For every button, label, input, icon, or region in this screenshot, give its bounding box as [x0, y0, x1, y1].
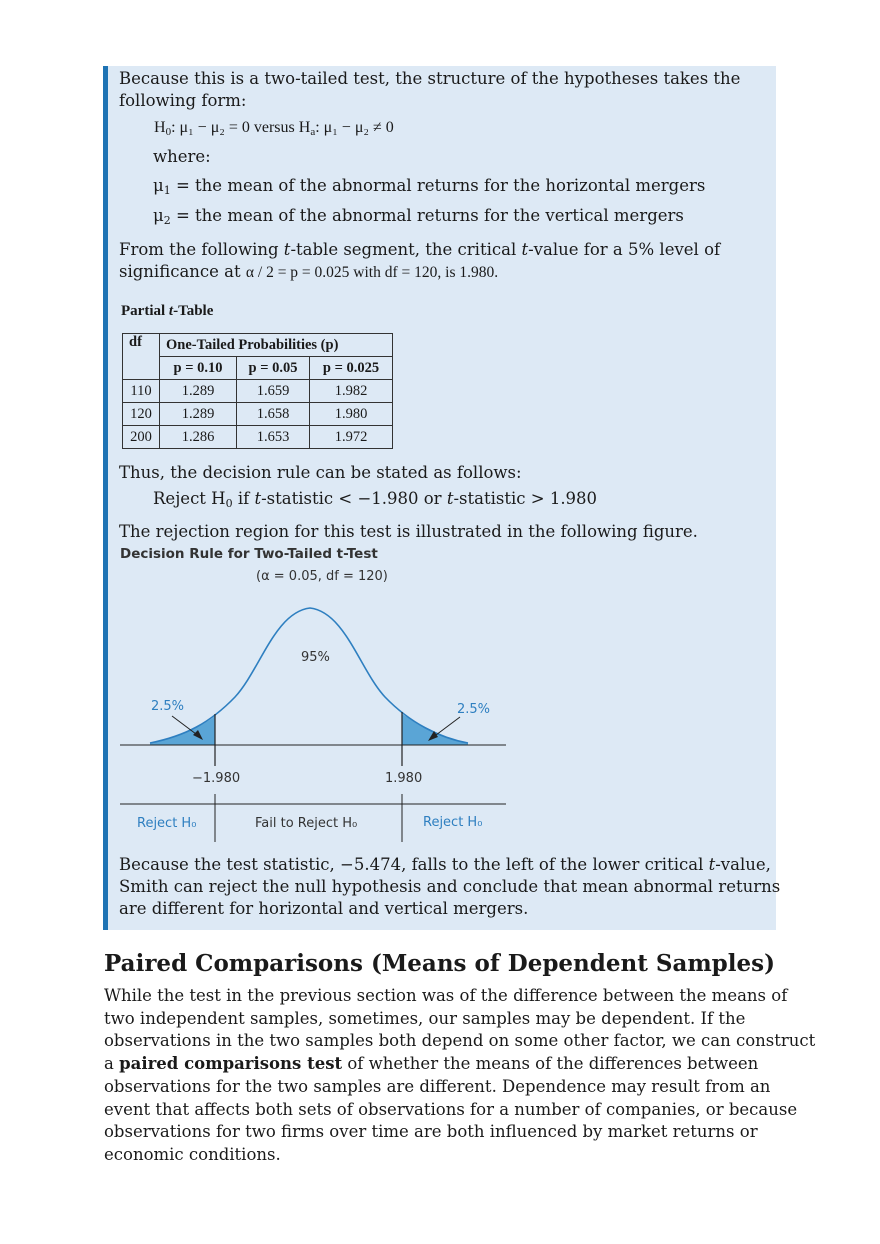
- figure-subtitle: (α = 0.05, df = 120): [256, 569, 388, 584]
- right-region-label: Reject H₀: [423, 815, 483, 830]
- where-label: where:: [153, 147, 211, 166]
- critical-line-2: significance at α / 2 = p = 0.025 with df = 120, is 1.980.: [119, 262, 499, 281]
- value-cell: 1.659: [237, 380, 310, 403]
- reject-rule: Reject $H_0$ if t-statistic < −1.980 or t-statistic > 1.980: [153, 489, 598, 510]
- value-cell: 1.980: [310, 403, 393, 426]
- value-cell: 1.286: [160, 426, 237, 449]
- col-header: p = 0.05: [237, 357, 310, 380]
- group-header: One-Tailed Probabilities (p): [160, 334, 393, 357]
- mu1-definition: $\mu_1$ = the mean of the abnormal returns for the horizontal mergers: [153, 176, 706, 197]
- paragraph-line: event that affects both sets of observations for a number of companies, or because: [104, 1099, 798, 1119]
- df-cell: 110: [123, 380, 160, 403]
- paragraph-line: observations for the two samples are different. Dependence may result from an: [104, 1076, 771, 1096]
- intro-line-2: following form:: [119, 91, 247, 110]
- value-cell: 1.658: [237, 403, 310, 426]
- col-header: p = 0.025: [310, 357, 393, 380]
- paragraph-line: While the test in the previous section was of the difference between the means of: [104, 986, 788, 1005]
- conclusion-line-1: Because the test statistic, −5.474, falls to the left of the lower critical t-value,: [119, 855, 771, 874]
- value-cell: 1.289: [160, 403, 237, 426]
- left-region-label: Reject H₀: [137, 816, 197, 831]
- key-term: paired comparisons test: [119, 1054, 343, 1074]
- bell-curve: [150, 608, 468, 743]
- center-label: 95%: [301, 650, 330, 665]
- middle-region-label: Fail to Reject H₀: [255, 816, 358, 831]
- col-header: p = 0.10: [160, 357, 237, 380]
- value-cell: 1.289: [160, 380, 237, 403]
- intro-line-1: Because this is a two-tailed test, the structure of the hypotheses takes the: [119, 69, 741, 88]
- df-cell: 120: [123, 403, 160, 426]
- value-cell: 1.653: [237, 426, 310, 449]
- mu2-definition: $\mu_2$ = the mean of the abnormal returns for the vertical mergers: [153, 206, 684, 227]
- critical-line-1: From the following t-table segment, the critical t-value for a 5% level of: [119, 240, 721, 259]
- section-paragraph: [104, 985, 816, 1167]
- left-critical-value: −1.980: [192, 771, 241, 786]
- region-intro: The rejection region for this test is illustrated in the following figure.: [119, 522, 698, 541]
- figure-title: Decision Rule for Two-Tailed t-Test: [120, 546, 378, 562]
- paragraph-line: two independent samples, sometimes, our samples may be dependent. If the: [104, 1008, 746, 1028]
- paragraph-line: observations for two firms over time are both influenced by market returns or: [104, 1122, 758, 1142]
- paragraph-line: observations in the two samples both depend on some other factor, we can construct: [104, 1031, 816, 1051]
- t-table-caption: Partial t-Table: [121, 303, 214, 319]
- paragraph-line: economic conditions.: [104, 1144, 281, 1164]
- conclusion-line-2: Smith can reject the null hypothesis and conclude that mean abnormal returns: [119, 877, 781, 896]
- left-tail-label: 2.5%: [151, 699, 185, 714]
- decision-intro: Thus, the decision rule can be stated as follows:: [119, 463, 522, 482]
- section-heading: Paired Comparisons (Means of Dependent Samples): [104, 950, 775, 977]
- df-header: df: [123, 334, 160, 380]
- hypothesis-formula: $H_0$: μ₁ − μ₂ = 0 versus $H_a$: μ₁ − μ₂ ≠ 0: [154, 119, 394, 138]
- paragraph-line: a paired comparisons test of whether the means of the differences between: [104, 1054, 759, 1074]
- conclusion-line-3: are different for horizontal and vertical mergers.: [119, 899, 529, 918]
- value-cell: 1.972: [310, 426, 393, 449]
- value-cell: 1.982: [310, 380, 393, 403]
- right-critical-value: 1.980: [385, 771, 423, 786]
- df-cell: 200: [123, 426, 160, 449]
- right-tail-label: 2.5%: [457, 702, 491, 717]
